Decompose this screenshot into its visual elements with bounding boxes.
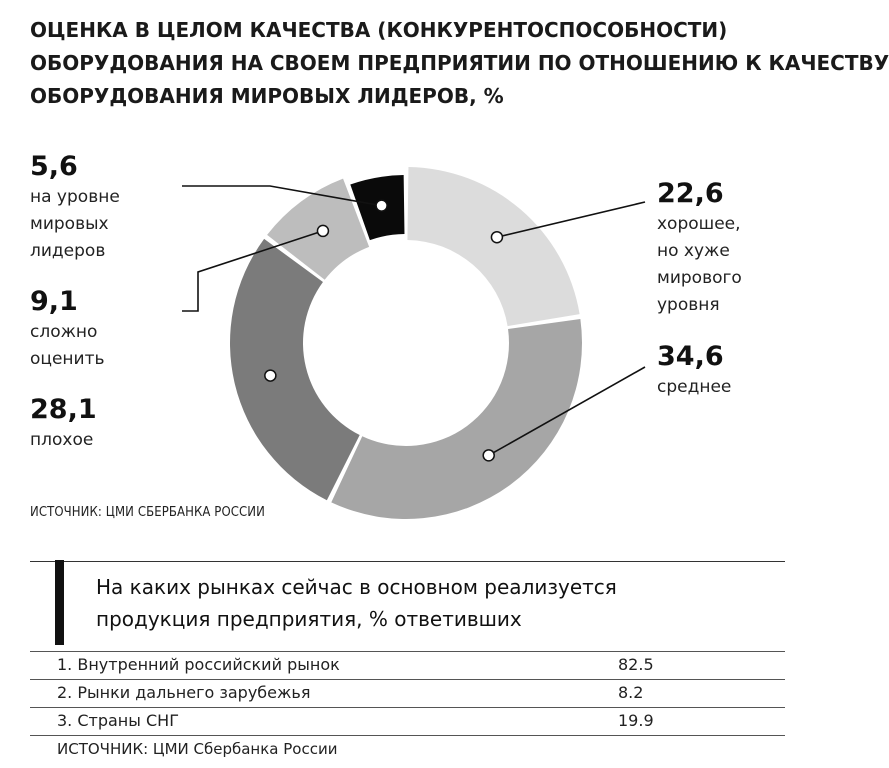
slice-marker [491, 232, 502, 243]
value-label-average: 34,6 [657, 341, 724, 372]
table-bottom-rule [30, 735, 785, 736]
slice-average [331, 319, 582, 519]
desc-bad-1: плохое [30, 430, 94, 450]
slice-marker [317, 225, 328, 236]
table-title-line-2: продукция предприятия, % ответивших [96, 607, 522, 631]
desc-world-leaders-1: на уровне [30, 187, 120, 207]
source-note-table: ИСТОЧНИК: ЦМИ Сбербанка России [57, 740, 338, 758]
desc-good-1: хорошее, [657, 214, 741, 234]
chart-title-line-1: ОЦЕНКА В ЦЕЛОМ КАЧЕСТВА (КОНКУРЕНТОСПОСОБНОСТИ) [30, 18, 728, 42]
table-row [30, 679, 785, 708]
table-top-rule [30, 561, 785, 562]
value-label-hard-to-say: 9,1 [30, 286, 78, 317]
table-row-value: 8.2 [618, 683, 644, 702]
table-row-name: 1. Внутренний российский рынок [57, 655, 340, 674]
table-row-name: 3. Страны СНГ [57, 711, 179, 730]
table-row-value: 19.9 [618, 711, 654, 730]
desc-good-3: мирового [657, 268, 742, 288]
source-note-donut: ИСТОЧНИК: ЦМИ СБЕРБАНКА РОССИИ [30, 505, 265, 520]
value-label-bad: 28,1 [30, 394, 97, 425]
slice-marker [376, 200, 387, 211]
label-hard-to-say [30, 285, 105, 373]
label-bad [30, 393, 97, 454]
table-accent-bar [55, 560, 64, 645]
table-row [30, 651, 785, 680]
slice-bad [230, 239, 360, 500]
table-row-value: 82.5 [618, 655, 654, 674]
desc-hard-to-say-1: сложно [30, 322, 98, 342]
desc-average-1: среднее [657, 377, 732, 397]
slice-good-but-worse [407, 167, 579, 326]
value-label-world-leaders: 5,6 [30, 151, 78, 182]
value-label-good: 22,6 [657, 178, 724, 209]
chart-title-line-2: ОБОРУДОВАНИЯ НА СВОЕМ ПРЕДПРИЯТИИ ПО ОТНОШЕНИЮ К КАЧЕСТВУ [30, 51, 889, 75]
desc-world-leaders-2: мировых [30, 214, 109, 234]
table-title [96, 571, 786, 635]
label-average [657, 340, 731, 401]
desc-good-4: уровня [657, 295, 720, 315]
chart-title-line-3: ОБОРУДОВАНИЯ МИРОВЫХ ЛИДЕРОВ, % [30, 84, 504, 108]
desc-world-leaders-3: лидеров [30, 241, 106, 261]
desc-hard-to-say-2: оценить [30, 349, 105, 369]
label-world-leaders [30, 150, 120, 265]
slice-marker [265, 370, 276, 381]
slice-marker [483, 450, 494, 461]
table-row-name: 2. Рынки дальнего зарубежья [57, 683, 311, 702]
label-good [657, 177, 742, 319]
table-row [30, 707, 785, 736]
table-title-line-1: На каких рынках сейчас в основном реализуется [96, 575, 617, 599]
desc-good-2: но хуже [657, 241, 730, 261]
